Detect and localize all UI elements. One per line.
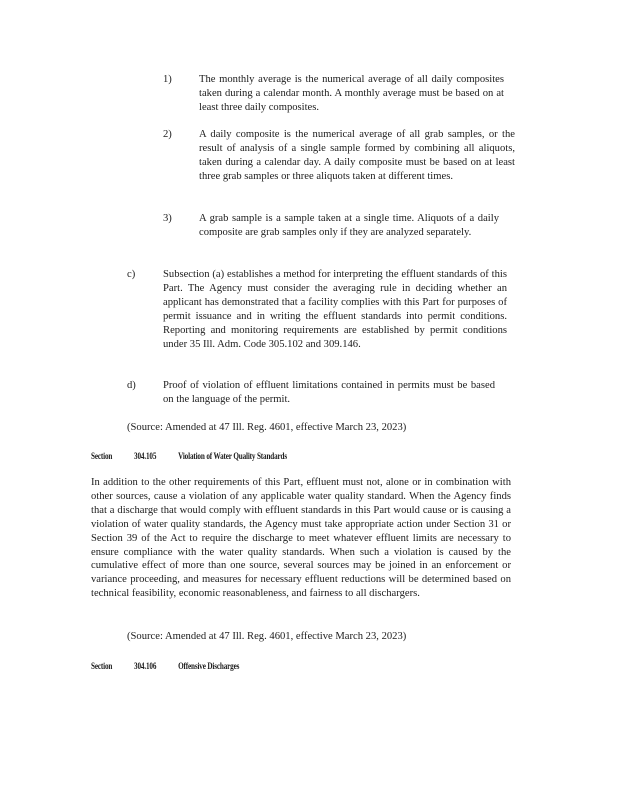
- section-304-105-body: [91, 476, 511, 601]
- section-304-105-paragraph: In addition to the other requirements of this Part, effluent must not, alone or in combination with other sources, cause a violation of any applicable water quality standard. When the Agency finds that a discharge that would comply with effluent standards in this Part would cause or is causing a violation of water quality standards, the Agency must take appropriate action under Section 31 or Section 39 of the Act to require the discharge to meet whatever effluent limits are necessary to ensure compliance with the water quality standards. When such a violation is caused by the cumulative effect of more than one source, several sources may be joined in an enforcement or variance proceeding, and measures for necessary effluent reductions will be determined based on technical feasibility, economic reasonableness, and fairness to all dischargers.: [91, 477, 511, 600]
- source-note-1: (Source: Amended at 47 Ill. Reg. 4601, effective March 23, 2023): [127, 422, 407, 433]
- item-text-c: [163, 268, 507, 351]
- section-heading-304-106: [91, 660, 261, 674]
- item-text-1: [199, 73, 504, 115]
- item-2-paragraph: A daily composite is the numerical average of all grab samples, or the result of analysis of a single sample formed by combining all aliquots, taken during a calendar day. A daily composite must be based on at least three grab samples or three aliquots taken at different times.: [199, 129, 515, 182]
- item-number-2: 2): [163, 129, 172, 140]
- section-number: 304.105: [134, 451, 157, 461]
- item-letter-d: d): [127, 380, 136, 391]
- section-number: 304.106: [134, 661, 157, 671]
- item-text-2: [199, 128, 515, 184]
- item-1-paragraph: The monthly average is the numerical average of all daily composites taken during a calendar month. A monthly average must be based on at least three daily composites.: [199, 74, 504, 113]
- section-title: Offensive Discharges: [178, 661, 240, 671]
- source-note-2: (Source: Amended at 47 Ill. Reg. 4601, effective March 23, 2023): [127, 631, 407, 642]
- section-heading-304-105: [91, 450, 309, 464]
- item-c-paragraph: Subsection (a) establishes a method for interpreting the effluent standards of this Part. The Agency must consider the averaging rule in deciding whether an applicant has demonstrated that a facility complies with this Part for purposes of permit issuance and in writing the effluent standards into permit conditions. Reporting and monitoring requirements are established by permit conditions under 35 Ill. Adm. Code 305.102 and 309.146.: [163, 269, 507, 350]
- item-number-3: 3): [163, 213, 172, 224]
- item-d-paragraph: Proof of violation of effluent limitations contained in permits must be based on the language of the permit.: [163, 380, 495, 405]
- section-label: Section: [91, 661, 113, 671]
- item-3-paragraph: A grab sample is a sample taken at a single time. Aliquots of a daily composite are grab samples only if they are analyzed separately.: [199, 213, 499, 238]
- section-label: Section: [91, 451, 113, 461]
- section-title: Violation of Water Quality Standards: [178, 451, 288, 461]
- item-text-d: [163, 379, 495, 407]
- item-letter-c: c): [127, 269, 136, 280]
- item-number-1: 1): [163, 74, 172, 85]
- item-text-3: [199, 212, 499, 240]
